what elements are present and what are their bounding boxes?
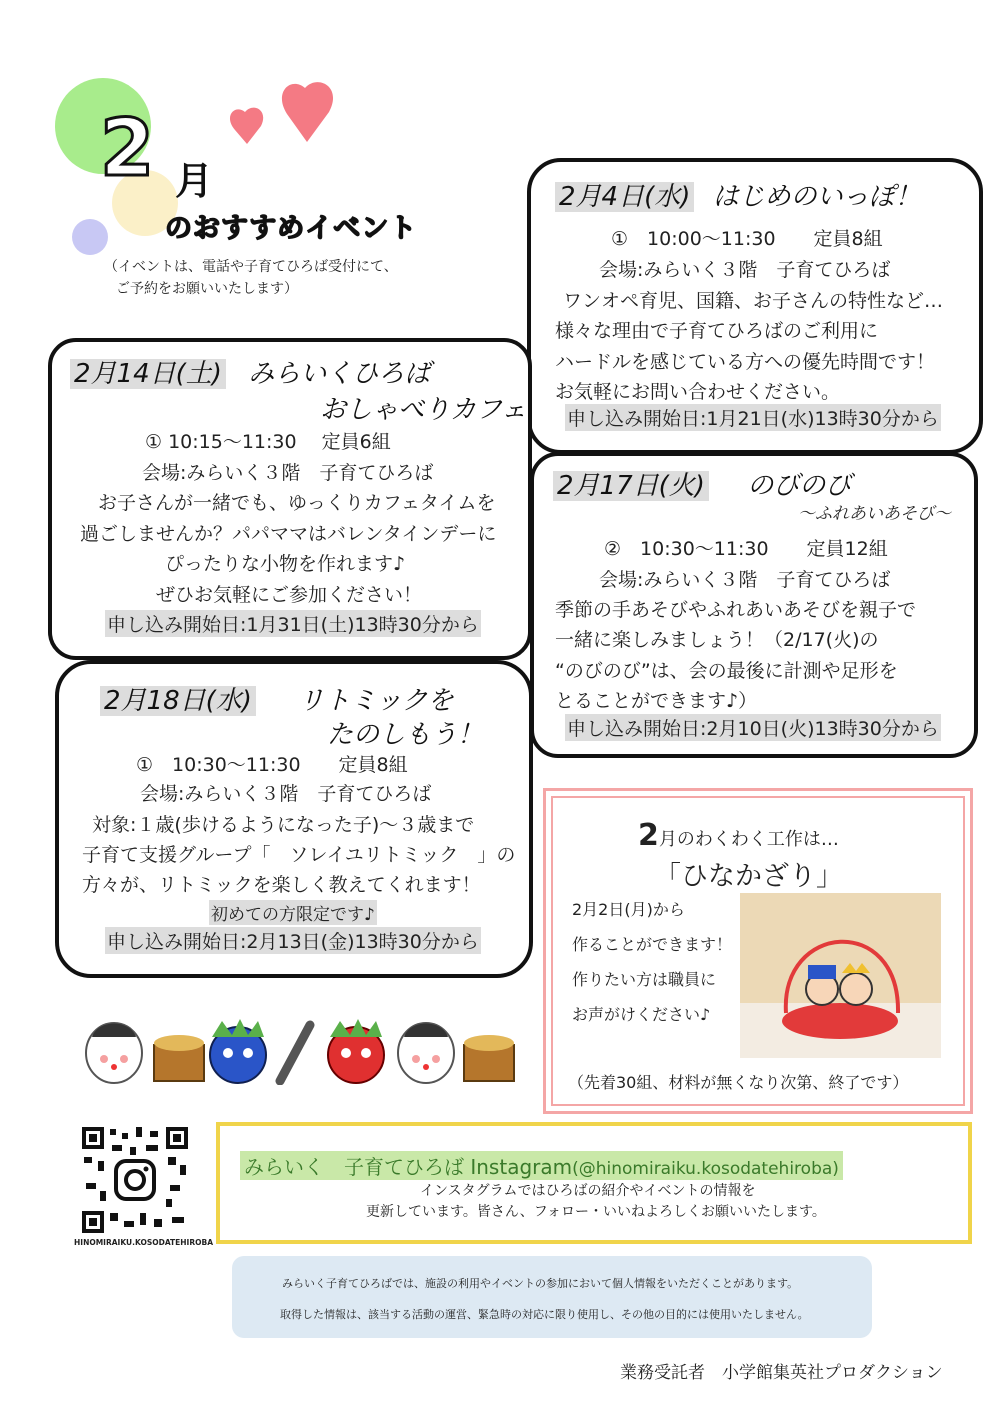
craft-heading-text: 月のわくわく工作は… xyxy=(658,829,839,850)
event-feb14-desc2: 過ごしませんか？パパママはバレンタインデーに xyxy=(80,523,497,545)
event-name-feb14-line1: みらいくひろば xyxy=(248,359,431,389)
craft-line4: お声がけください♪ xyxy=(572,1005,711,1024)
event-feb17-venue: 会場:みらいく３階 子育てひろば xyxy=(599,569,891,591)
privacy-line1: みらいく子育てひろばでは、施設の利用やイベントの参加において個人情報をいただくことがあります。 xyxy=(282,1277,799,1290)
event-name-feb14-line2: おしゃべりカフェ xyxy=(320,395,527,425)
reservation-note-line1: （イベントは、電話や子育てひろば受付にて、 xyxy=(104,259,398,275)
instagram-desc2: 更新しています。皆さん、フォロー・いいねよろしくお願いいたします。 xyxy=(366,1204,826,1220)
event-feb4-venue: 会場:みらいく３階 子育てひろば xyxy=(599,259,891,281)
event-feb4-desc3: ハードルを感じている方への優先時間です！ xyxy=(555,351,936,373)
kanabo-club-icon xyxy=(280,1025,310,1081)
month-suffix: 月 xyxy=(175,159,214,203)
reservation-note xyxy=(104,256,398,300)
event-feb14-desc3: ぴったりな小物を作れます♪ xyxy=(165,553,406,575)
event-feb4-desc4: お気軽にお問い合わせください。 xyxy=(555,381,841,403)
event-feb17-desc4: とることができます♪） xyxy=(555,690,758,712)
red-oni-icon xyxy=(328,1019,384,1083)
event-feb4-desc2: 様々な理由で子育てひろばのご利用に xyxy=(555,320,879,342)
craft-name: 「ひなかざり」 xyxy=(654,861,843,892)
event-feb17-desc2: 一緒に楽しみましょう！（2/17(火)の xyxy=(555,629,879,651)
event-feb18-desc4: 初めての方限定です♪ xyxy=(209,900,377,925)
month-number: 2 xyxy=(100,104,155,194)
instagram-title-main: みらいく 子育てひろば Instagram xyxy=(244,1155,573,1179)
event-feb17-time: ② 10:30～11:30 定員12組 xyxy=(604,538,888,560)
purple-circle xyxy=(72,219,108,255)
instagram-title[interactable] xyxy=(240,1151,843,1180)
instagram-handle: (@hinomiraiku.kosodatehiroba) xyxy=(572,1159,839,1179)
event-feb18-apply: 申し込み開始日:2月13日(金)13時30分から xyxy=(105,927,481,954)
event-feb18-time: ① 10:30～11:30 定員8組 xyxy=(136,754,408,776)
event-feb4-time: ① 10:00～11:30 定員8組 xyxy=(611,228,883,250)
event-feb18-desc2: 子育て支援グループ「 ソレイユリトミック 」の xyxy=(82,844,516,866)
event-feb17-subtitle: ～ふれあいあそび～ xyxy=(798,504,951,524)
qr-code[interactable] xyxy=(80,1125,190,1235)
okame-face-icon-2 xyxy=(398,1023,454,1083)
event-feb14-venue: 会場:みらいく３階 子育てひろば xyxy=(142,462,434,484)
event-feb17-desc1: 季節の手あそびやふれあいあそびを親子で xyxy=(555,599,917,621)
instagram-desc1: インスタグラムではひろばの紹介やイベントの情報を xyxy=(420,1183,756,1199)
event-name-feb18-line1: リトミックを xyxy=(298,686,454,716)
event-name-feb17: のびのび xyxy=(747,471,852,501)
event-date-feb4: 2月4日(水) xyxy=(555,182,694,212)
craft-line3: 作りたい方は職員に xyxy=(572,970,717,989)
event-date-feb14: 2月14日(土) xyxy=(70,359,226,389)
craft-heading-number: 2 xyxy=(638,818,659,853)
event-feb18-desc3: 方々が、リトミックを楽しく教えてくれます！ xyxy=(82,874,481,896)
event-name-feb18-line2: たのしもう！ xyxy=(327,720,484,750)
event-title-feb17 xyxy=(553,465,851,502)
event-name-feb4: はじめのいっぽ！ xyxy=(712,182,921,212)
reservation-note-line2: ご予約をお願いいたします） xyxy=(116,281,298,297)
craft-line2: 作ることができます！ xyxy=(572,935,733,954)
hina-doll-photo xyxy=(740,893,941,1058)
privacy-notice xyxy=(232,1256,872,1338)
footer-operator: 業務受託者 小学館集英社プロダクション xyxy=(620,1363,943,1383)
bean-box-icon xyxy=(154,1035,204,1081)
event-feb18-desc1: 対象:１歳(歩けるようになった子)～３歳まで xyxy=(92,814,475,836)
event-feb17-desc3: “のびのび”は、会の最後に計測や足形を xyxy=(555,660,898,682)
event-title-feb14 xyxy=(70,353,430,390)
privacy-line2: 取得した情報は、該当する活動の運営、緊急時の対応に限り使用し、その他の目的には使用いたしません。 xyxy=(280,1308,809,1321)
event-feb18-venue: 会場:みらいく３階 子育てひろば xyxy=(140,783,432,805)
event-feb14-apply: 申し込み開始日:1月31日(土)13時30分から xyxy=(105,610,481,637)
hearts-icon xyxy=(205,72,345,162)
event-date-feb18: 2月18日(水) xyxy=(100,686,256,716)
craft-line1: 2月2日(月)から xyxy=(572,900,685,919)
event-date-feb17: 2月17日(火) xyxy=(553,471,709,501)
event-feb4-desc1: ワンオペ育児、国籍、お子さんの特性など… xyxy=(563,290,944,312)
qr-label: HINOMIRAIKU.KOSODATEHIROBA xyxy=(74,1238,214,1247)
craft-heading xyxy=(638,818,839,853)
okame-face-icon xyxy=(86,1023,142,1083)
page-subtitle: のおすすめイベント xyxy=(165,213,418,244)
event-feb17-apply: 申し込み開始日:2月10日(火)13時30分から xyxy=(565,714,941,741)
event-feb14-desc4: ぜひお気軽にご参加ください！ xyxy=(156,584,423,606)
event-feb14-desc1: お子さんが一緒でも、ゆっくりカフェタイムを xyxy=(98,492,496,514)
setsubun-illustration-row xyxy=(82,1015,522,1085)
event-feb14-time: ① 10:15～11:30 定員6組 xyxy=(145,431,391,453)
event-title-feb4 xyxy=(555,176,921,213)
craft-note: （先着30組、材料が無くなり次第、終了です） xyxy=(568,1073,909,1092)
event-title-feb18 xyxy=(100,680,454,717)
blue-oni-icon xyxy=(210,1019,266,1083)
event-feb4-apply: 申し込み開始日:1月21日(水)13時30分から xyxy=(565,404,941,431)
bean-box-icon-2 xyxy=(464,1035,514,1081)
